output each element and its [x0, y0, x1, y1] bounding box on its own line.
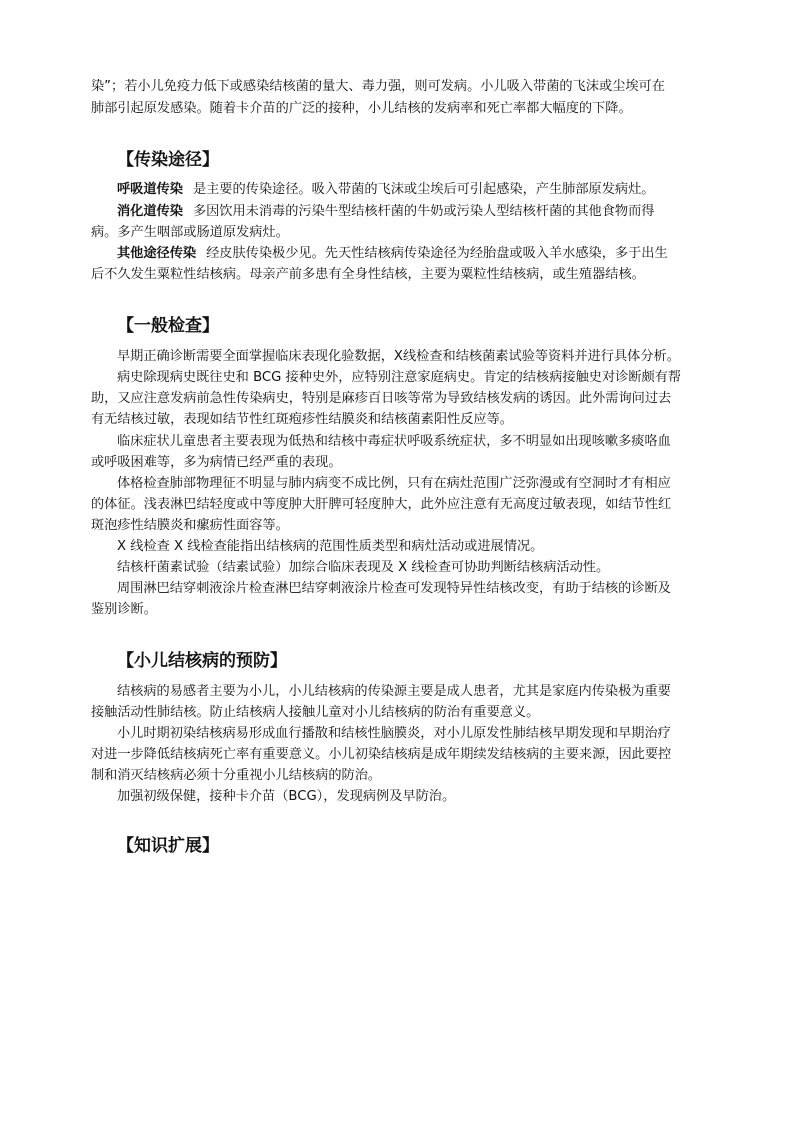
exam-p2-line-2: 助，又应注意发病前急性传染病史，特别是麻疹百日咳等常为导致结核发病的诱因。此外需询问过去 — [91, 391, 672, 406]
intro-line-1: 染”；若小儿免疫力低下或感染结核菌的量大、毒力强，则可发病。小儿吸入带菌的飞沫或尘埃可在 — [91, 79, 665, 94]
prevention-p3: 加强初级保健，接种卡介苗（BCG），发现病例及早防治。 — [117, 789, 456, 804]
text-digestive-2: 病。多产生咽部或肠道原发病灶。 — [91, 225, 289, 240]
paragraph-digestive — [117, 202, 711, 222]
exam-p4-line-3: 斑泡疹性结膜炎和瘰疬性面容等。 — [91, 518, 289, 533]
exam-p5: X 线检查 X 线检查能指出结核病的范围性质类型和病灶活动或进展情况。 — [117, 539, 544, 554]
term-other: 其他途径传染 — [117, 246, 197, 261]
exam-p1: 早期正确诊断需要全面掌握临床表现化验数据，X线检查和结核菌素试验等资料并进行具体分析。 — [117, 349, 680, 364]
prevention-p1-line-1: 结核病的易感者主要为小儿，小儿结核病的传染源主要是成人患者，尤其是家庭内传染极为重要 — [117, 684, 671, 699]
text-digestive-1: 多因饮用未消毒的污染牛型结核杆菌的牛奶或污染人型结核杆菌的其他食物而得 — [192, 204, 655, 219]
section-heading-exam: 【一般检查】 — [117, 316, 219, 336]
exam-p3-line-2: 或呼吸困难等，多为病情已经严重的表现。 — [91, 455, 342, 470]
exam-p2-line-3: 有无结核过敏，表现如结节性红斑疱疹性结膜炎和结核菌素阳性反应等。 — [91, 412, 513, 427]
prevention-p2-line-1: 小儿时期初染结核病易形成血行播散和结核性脑膜炎，对小儿原发性肺结核早期发现和早期治疗 — [117, 726, 671, 741]
exam-p3-line-1: 临床症状儿童患者主要表现为低热和结核中毒症状呼吸系统症状，多不明显如出现咳嗽多痰咯血 — [117, 434, 671, 449]
exam-p4-line-2: 的体征。浅表淋巴结轻度或中等度肿大肝脾可轻度肿大，此外应注意有无高度过敏表现，如结节性红 — [91, 497, 672, 512]
text-respiratory: 是主要的传染途径。吸入带菌的飞沫或尘埃后可引起感染，产生肺部原发病灶。 — [192, 182, 655, 197]
paragraph-respiratory — [117, 180, 711, 200]
exam-p7-line-2: 鉴别诊断。 — [91, 602, 157, 617]
section-heading-prevention: 【小儿结核病的预防】 — [117, 651, 287, 671]
term-respiratory: 呼吸道传染 — [117, 182, 183, 197]
section-heading-transmission: 【传染途径】 — [117, 150, 219, 170]
exam-p6: 结核杆菌素试验（结素试验）加综合临床表现及 X 线检查可协助判断结核病活动性。 — [117, 560, 610, 575]
prevention-p2-line-2: 对进一步降低结核病死亡率有重要意义。小儿初染结核病是成年期续发结核病的主要来源，因此要控 — [91, 747, 672, 762]
section-heading-extension: 【知识扩展】 — [117, 836, 219, 856]
exam-p7-line-1: 周围淋巴结穿刺液涂片检查淋巴结穿刺液涂片检查可发现特异性结核改变，有助于结核的诊断及 — [117, 581, 671, 596]
exam-p2-line-1: 病史除现病史既往史和 BCG 接种史外，应特别注意家庭病史。肯定的结核病接触史对诊断颇有帮 — [117, 370, 682, 385]
exam-p4-line-1: 体格检查肺部物理征不明显与肺内病变不成比例，只有在病灶范围广泛弥漫或有空洞时才有相应 — [117, 476, 671, 491]
text-other-2: 后不久发生粟粒性结核病。母亲产前多患有全身性结核，主要为粟粒性结核病，或生殖器结核。 — [91, 267, 645, 282]
paragraph-other — [117, 244, 711, 264]
term-digestive: 消化道传染 — [117, 204, 183, 219]
prevention-p2-line-3: 制和消灭结核病必须十分重视小儿结核病的防治。 — [91, 768, 382, 783]
text-other-1: 经皮肤传染极少见。先天性结核病传染途径为经胎盘或吸入羊水感染，多于出生 — [206, 246, 668, 261]
intro-line-2: 肺部引起原发感染。随着卡介苗的广泛的接种，小儿结核的发病率和死亡率都大幅度的下降。 — [91, 101, 632, 116]
prevention-p1-line-2: 接触活动性肺结核。防止结核病人接触儿童对小儿结核病的防治有重要意义。 — [91, 705, 540, 720]
